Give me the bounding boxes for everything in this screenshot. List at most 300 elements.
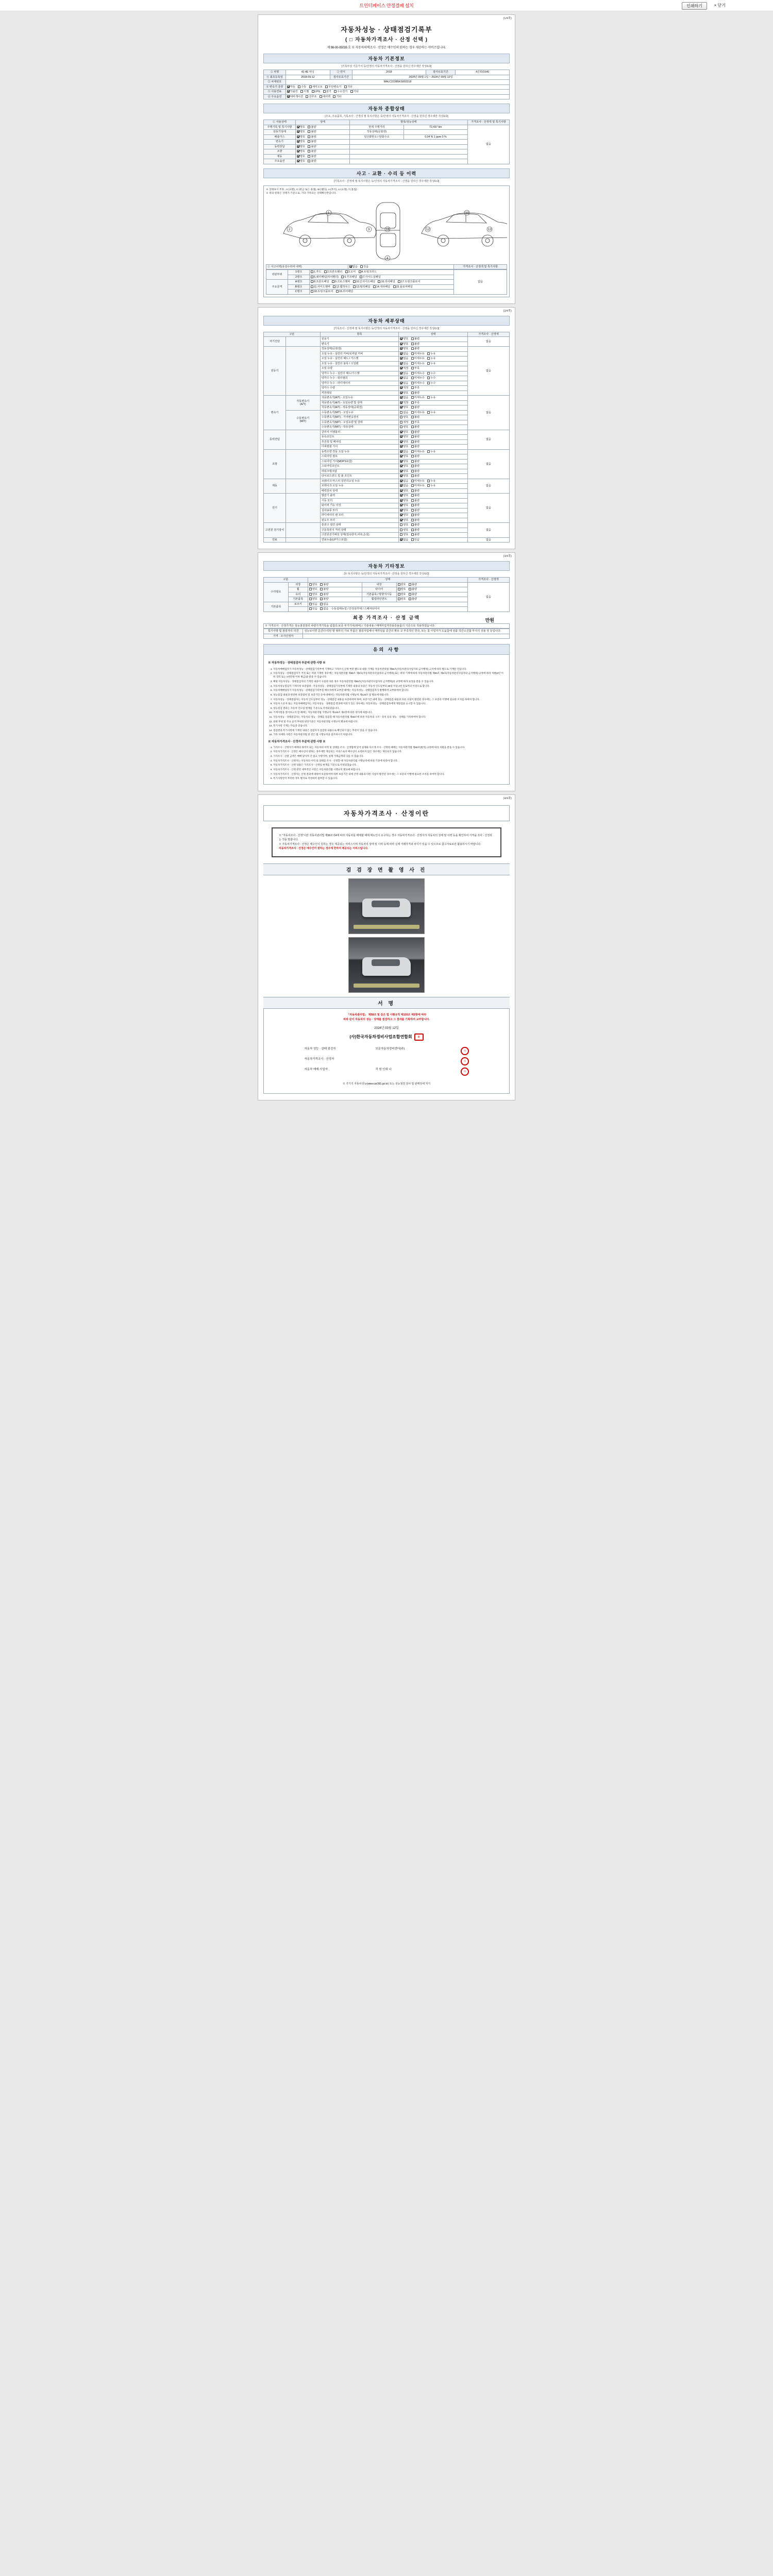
row-label-7: 주요옵션 xyxy=(264,159,296,164)
signature-body xyxy=(263,1009,510,1094)
detail-item-2-4: 수동변속기(M/T) - 기어변속장치 xyxy=(320,415,399,420)
etc-opts2-0[interactable]: 양호 불량 xyxy=(396,582,467,587)
caution-perf-list xyxy=(273,667,505,737)
detail-opts-1-8[interactable]: 적정 부족 xyxy=(399,386,468,391)
price-notice-line1: ※ "자동차조사 · 산정"이란 자동차관리법 제58조의4에 따라 자동차를 매매할 때에 매도인이 요구하는 경우 자동차가격조사 · 산정자가 자동차의 상태 및 이력 등을 확인하여 가격을 조사 · 산정하는 것을 말합니다. xyxy=(279,834,493,842)
detail-item-1-2: 오일 누유 - 실린더 헤드 / 가스켓 xyxy=(320,357,399,362)
etc-opts2-3[interactable]: 양호 불량 xyxy=(396,597,467,602)
special-note-value: 성능보이면 중간/수리된 발 형부의 가보 부품은 점검사업체나 매각임을 중간의 확유 교 부족적인 한국, 또는 첨 사업자가 도움참에 상품 작간소진합 부사의 상용 상 등입니다. xyxy=(303,629,510,634)
detail-item-1-1: 오일 누유 - 실린더 커버/로커암 커버 xyxy=(320,351,399,357)
detail-item-6-4: 라디에이터 팬 모터 xyxy=(320,513,399,518)
detail-opts-5-0[interactable]: 없음 미세누유 누유 xyxy=(399,479,468,484)
table-row xyxy=(264,337,510,342)
list-item: 2. 자동차가격조사 · 산정은 매수인이 원하는 경우에만 제공되는 서비스로서 매수인이 요청하지 않은 경우에는 제공되지 않습니다. xyxy=(273,750,505,753)
detail-group-8: 연료 xyxy=(264,537,286,543)
svg-text:12: 12 xyxy=(426,228,430,231)
detail-opts-0-0[interactable]: 양호 불량 xyxy=(399,337,468,342)
value-inspection-type: 4간희/1540 xyxy=(456,70,510,75)
etc-item-2: 유리 xyxy=(288,592,308,597)
table-header-row xyxy=(264,332,510,337)
detail-item-4-1: 스티어링 펌프 xyxy=(320,454,399,460)
detail-opts-2-5[interactable]: 적정 부족 xyxy=(399,420,468,425)
print-button[interactable]: 인쇄하기 xyxy=(682,2,707,10)
list-item: 15. 기타 자세한 사항은 자동차관리법 및 같은 법 시행규칙을 참조하시기 바랍니다. xyxy=(273,733,505,736)
detail-item-7-1: 구동축전지 격리 상태 xyxy=(320,528,399,533)
detail-opts-5-1[interactable]: 없음 미세누유 누유 xyxy=(399,484,468,489)
detail-opts-3-3[interactable]: 양호 불량 xyxy=(399,445,468,450)
detail-item-3-1: 등속죠인트 xyxy=(320,435,399,440)
detail-item-5-2: 배력장치 상태 xyxy=(320,488,399,494)
row-label-2: 배출가스 xyxy=(264,134,296,140)
car-diagram-area xyxy=(266,197,507,263)
detail-opts-3-2[interactable]: 양호 불량 xyxy=(399,439,468,445)
overall-note-cell: 없음 xyxy=(467,125,509,164)
checkbox-transmission-3[interactable]: 무단변속기 xyxy=(325,86,341,89)
diagram-legend-2: ※ 위의 항목은 상태가 기준으로, 기타 기록되는 상태확인란입니다. xyxy=(266,192,337,195)
parts-items-2: 8.프론트패널 9.크로스멤버 10.인사이드패널 16.리어패널 17.트렁크플로어 xyxy=(310,280,454,285)
col-detail-state: 상태 xyxy=(399,332,468,337)
label-options: ⑫ 주요옵션 xyxy=(264,94,286,99)
row-value-5 xyxy=(349,149,467,155)
label-transmission: ⑧ 변속기 종류 xyxy=(264,84,286,90)
detail-item-7-0: 충전구 절연 상태 xyxy=(320,523,399,528)
page-number-2: (2/4쪽) xyxy=(503,309,512,313)
detail-opts-4-1[interactable]: 양호 불량 xyxy=(399,454,468,460)
signature-company: (사)한국자동차정비사업조합연합회 印 xyxy=(269,1033,504,1041)
label-inspection-valid-2: 검사유효기간 xyxy=(330,75,352,80)
detail-item-3-3: 디퍼렌셜 기어 xyxy=(320,445,399,450)
sheet-page-3 xyxy=(258,552,515,791)
accident-summary-label: ① 사고이력(유상수리비 내역) xyxy=(266,264,348,269)
seal-icon-1: 印 xyxy=(461,1057,468,1065)
detail-opts-2-3[interactable]: 없음 미세누유 누유 xyxy=(399,410,468,415)
detail-opts-4-4[interactable]: 양호 불량 xyxy=(399,469,468,474)
detail-opts-0-1[interactable]: 양호 불량 xyxy=(399,342,468,347)
final-price-table xyxy=(263,623,510,629)
detail-item-4-3: 스티어링조인트 xyxy=(320,464,399,469)
inspection-photo-1 xyxy=(348,878,425,934)
label-car-name: ① 차명 xyxy=(264,70,286,75)
value-inspection-valid: 2024년 09월 1일 ~ 2024년 09월 12일 xyxy=(352,75,509,80)
detail-subgroup-2a: 자동변속기 (A/T) xyxy=(285,396,320,411)
detail-note-7: 없음 xyxy=(467,523,509,538)
table-row xyxy=(264,90,510,95)
label-vin: ⑤ 차대번호 xyxy=(264,80,286,85)
detail-opts-4-2[interactable]: 양호 불량 xyxy=(399,459,468,464)
detail-opts-6-2[interactable]: 양호 불량 xyxy=(399,503,468,509)
row-opts-1[interactable]: 양호 불량 xyxy=(296,130,350,135)
detail-opts-2-0[interactable]: 없음 미세누유 누유 xyxy=(399,396,468,401)
detail-opts-7-2[interactable]: 양호 불량 xyxy=(399,533,468,538)
detail-opts-1-9[interactable]: 양호 불량 xyxy=(399,391,468,396)
parts-group-0: 외판부위 xyxy=(266,270,288,280)
detail-note-6: 없음 xyxy=(467,494,509,523)
car-diagram-svg xyxy=(266,197,507,263)
etc-opts-0[interactable]: 양호 불량 xyxy=(308,582,362,587)
col-usage: ① 사용상태 xyxy=(264,120,296,125)
table-header-row xyxy=(264,120,510,125)
detail-opts-2-1[interactable]: 적정 부족 xyxy=(399,400,468,405)
list-item: 14. 점검결과 특기사항에 기재된 내용은 점검자가 점검한 내용으로 확인되지 않는 부분이 있을 수 있습니다. xyxy=(273,728,505,732)
detail-item-6-3: 실내송풍 모터 xyxy=(320,508,399,513)
detail-opts-1-6[interactable]: 없음 미세누수 누수 xyxy=(399,376,468,381)
row-opts-5[interactable]: 양호 불량 xyxy=(296,149,350,155)
detail-opts-1-1[interactable]: 없음 미세누유 누유 xyxy=(399,351,468,357)
detail-opts-1-5[interactable]: 없음 미세누수 누수 xyxy=(399,371,468,376)
parts-items-4: 18.트렁크플로어 19.리어패널 xyxy=(310,290,454,295)
row-opts-0[interactable]: 양호 불량 xyxy=(296,125,350,130)
detail-opts-7-0[interactable]: 양호 불량 xyxy=(399,523,468,528)
list-item: 11. 자동차성능 · 상태점검자는 자동차의 성능 · 상태를 점검할 때 자동차관리법 제58조에 따른 자동차의 구조 · 장치 등의 성능 · 상태를 기록하여야 합니다. xyxy=(273,715,505,719)
checkbox-fuel-3[interactable]: 전기 xyxy=(323,90,331,94)
table-row xyxy=(264,494,510,499)
sig-label-2: 자동차 매매 사업자 xyxy=(304,1067,328,1071)
detail-item-1-3: 오일 누유 - 실린더 블록 / 오일팬 xyxy=(320,361,399,366)
page-subtitle: ( □ 자동차가격조사 · 산정 선택 ) xyxy=(345,37,428,43)
list-item: 8. 특기사항란이 부족한 경우 별지로 작성하여 첨부할 수 있습니다. xyxy=(273,776,505,780)
row-opts-2[interactable]: 양호 불량 xyxy=(296,134,350,140)
detail-opts-4-5[interactable]: 양호 불량 xyxy=(399,474,468,479)
company-stamp-icon: 印 xyxy=(414,1033,424,1041)
detail-item-5-1: 브레이크 오일 누유 xyxy=(320,484,399,489)
checkbox-transmission-0[interactable]: 자동 xyxy=(287,86,295,89)
etc-item-0: 외장 xyxy=(288,582,308,587)
detail-opts-1-0[interactable]: 양호 불량 xyxy=(399,347,468,352)
parts-items-3: 11.사이드멤버 12.휠하우스 13.필러패널 14.대쉬패널 15.플로어패널 xyxy=(310,284,454,290)
detail-item-1-7: 냉각수 누수 - 라디에이터 xyxy=(320,381,399,386)
detail-opts-3-1[interactable]: 양호 불량 xyxy=(399,435,468,440)
detail-item-3-2: 추진축 및 베어링 xyxy=(320,439,399,445)
value-options[interactable] xyxy=(285,94,509,99)
seal-icon-0: 印 xyxy=(461,1047,468,1055)
table-row xyxy=(264,125,510,130)
table-row xyxy=(264,75,510,80)
checkbox-transmission-1[interactable]: 수동 xyxy=(298,86,306,89)
row-right-0: 현재 주행거리 xyxy=(349,125,404,130)
etc-opts2-1[interactable]: 양호 불량 xyxy=(396,587,467,592)
list-item: 7. 자동차성능 · 상태점검자는 자동차 인도일부터 성능 · 상태점검 내용을 보증하여야 하며, 보증기간 내에 성능 · 상태점검 내용과 다른 사실이 발견된 경우에는 그 보증의 이행에 필요한 조치를 하여야 합니다. xyxy=(273,698,505,701)
detail-subgroup-7 xyxy=(285,523,320,538)
list-item: 5. 자동차가격조사 · 산정 내용은 가격조사 · 산정일 현재를 기준으로 작성되었습니다. xyxy=(273,763,505,767)
table-row xyxy=(264,479,510,484)
accident-summary-opts[interactable]: 없음 있음 xyxy=(348,264,453,269)
detail-subgroup-6 xyxy=(285,494,320,523)
seal-icon-2: 印 xyxy=(461,1067,468,1076)
basic-info-table xyxy=(263,70,510,99)
close-button[interactable]: × 닫기 xyxy=(714,3,726,8)
list-item: 4. 자동차성능점검자 기재사항 보증범위 : 자동차성능 · 상태점검기록부에 기재된 내용의 보증은 자동차 인도일부터 30일 이상 2천 킬로미터 이상으로 합니다. xyxy=(273,684,505,688)
section-detail-note: [기록조사 · 산정에 필 똑지사항은 등/산정의 자동차가격조사 · 산정을 원하신 경우에만 작성/LO] xyxy=(333,327,440,330)
caution-price-list xyxy=(273,745,505,780)
parts-group-2: 주요골격 xyxy=(266,280,288,295)
table-row xyxy=(264,634,510,639)
page-wrapper xyxy=(0,0,773,1100)
detail-item-4-4: 파워크랭크암 xyxy=(320,469,399,474)
detail-note-4: 없음 xyxy=(467,449,509,479)
detail-item-6-2: 와이퍼 기능 이상 xyxy=(320,503,399,509)
row-label-1: 원동기상태 xyxy=(264,130,296,135)
etc-opts-4[interactable]: 있음 없음 xyxy=(308,602,467,607)
detail-opts-2-2[interactable]: 양호 불량 xyxy=(399,405,468,411)
value-fuel[interactable] xyxy=(285,90,509,95)
detail-subgroup-4 xyxy=(285,449,320,479)
table-row xyxy=(266,270,507,275)
table-row xyxy=(264,80,510,85)
svg-text:1: 1 xyxy=(328,211,330,215)
row-opts-6[interactable]: 양호 불량 xyxy=(296,154,350,159)
parts-items-0: 1.후드 2.프론트휀더 3.도어 4.트렁크리드 xyxy=(310,270,454,275)
detail-item-1-9: 커먼레일 xyxy=(320,391,399,396)
row-value-1 xyxy=(404,130,467,135)
section-accident-note: [기록조사 · 산정에 필 똑지사항은 등/산정의 자동차가격조사 · 산정을 원하신 경우에만 작성/LO] xyxy=(333,179,440,183)
checkbox-transmission-2[interactable]: 세미오토 xyxy=(309,86,323,89)
signature-title: 서 명 xyxy=(263,997,510,1009)
row-label-4: 동력전달 xyxy=(264,144,296,149)
detail-item-6-1: 시동 모터 xyxy=(320,498,399,503)
special-note-label: 특기사항 및 점검자의 의견 xyxy=(264,629,303,634)
col-detail-item: 항목 xyxy=(320,332,399,337)
row-right-1: 작동상태(공회전) xyxy=(349,130,404,135)
detail-group-3: 동력전달 xyxy=(264,430,286,449)
inspection-photo-2 xyxy=(348,937,425,993)
final-price-note: ※ 가격조사 · 산정가격은 성능점검장의 차량가격기록을 냄칩다.보증 부가가치(대비) / 기술내용 / 매매사업자전용중용품의 기준으로 적용하였습니다. xyxy=(264,623,510,629)
row-opts-3[interactable]: 양호 불량 xyxy=(296,140,350,145)
list-item: 9. 성능점검 결과는 자동차 인도일 현재를 기준으로 작성되었습니다. xyxy=(273,706,505,710)
section-basic-title: 자동차 기본정보 xyxy=(263,54,510,63)
checkbox-option-0[interactable]: 내비게이션 xyxy=(287,95,303,99)
detail-opts-2-4[interactable]: 양호 불량 xyxy=(399,415,468,420)
section-accident-title: 사고 · 교환 · 수리 등 이력 xyxy=(263,168,510,178)
list-item: 3. 가격조사 · 산정 금액은 매매 당사자 간 참고 사항이며, 실제 거래금액과 다를 수 있습니다. xyxy=(273,754,505,758)
detail-opts-3-0[interactable]: 양호 불량 xyxy=(399,430,468,435)
detail-opts-6-3[interactable]: 양호 불량 xyxy=(399,508,468,513)
etc-opts-2[interactable]: 양호 불량 xyxy=(308,592,362,597)
detail-subgroup-8 xyxy=(285,537,320,543)
topbar-notice: 트인터페이스 안정결패 설치 xyxy=(359,3,414,8)
accident-note-value: 없음 xyxy=(454,270,507,295)
table-row xyxy=(264,582,510,587)
col-price-note: 가격조사 · 산정액 및 특기사항 xyxy=(467,120,509,125)
detail-group-1: 원동기 xyxy=(264,347,286,396)
etc-item-3: 기본품목 xyxy=(288,597,308,602)
detail-opts-6-1[interactable]: 양호 불량 xyxy=(399,498,468,503)
checkbox-fuel-4[interactable]: 수소전기 xyxy=(334,90,347,94)
detail-opts-1-3[interactable]: 없음 미세누유 누유 xyxy=(399,361,468,366)
row-value-6 xyxy=(349,154,467,159)
checkbox-option-3[interactable]: 기타 xyxy=(333,95,341,99)
list-item: 3. 해당 자동차성능 · 상태점검자의 기재된 내용이 사실과 다른 경우 자동차관리법 제58조(자동차관리사업자의 금지행위)의 규정에 따라 보상을 받을 수 있습니다. xyxy=(273,680,505,683)
table-row xyxy=(264,449,510,454)
svg-text:3: 3 xyxy=(368,228,370,231)
detail-state-table xyxy=(263,332,510,543)
detail-subgroup-5 xyxy=(285,479,320,494)
detail-group-0: 자기진단 xyxy=(264,337,286,347)
detail-item-2-2: 자동변속기(A/T) - 작동상태(공회전) xyxy=(320,405,399,411)
detail-item-2-5: 수동변속기(M/T) - 오일유량 및 상태 xyxy=(320,420,399,425)
etc-item-4: 보조키 xyxy=(288,602,308,607)
label-first-reg: ④ 최초등록일 xyxy=(264,75,286,80)
table-row xyxy=(264,70,510,75)
table-row xyxy=(264,94,510,99)
sig-value-2: 직 원 인대 나 xyxy=(375,1067,392,1071)
table-row xyxy=(264,629,510,634)
parts-rank-3: B랭크 xyxy=(288,284,310,290)
signature-line1: 「자동차관리법」 제58조 및 같은 법 시행규칙 제120조 제1항에 따라 xyxy=(346,1013,427,1016)
sheet-page-1 xyxy=(258,14,515,304)
row-opts-7[interactable]: 양호 불량 xyxy=(296,159,350,164)
row-label-6: 제동 xyxy=(264,154,296,159)
detail-item-2-6: 수동변속기(M/T) - 작동상태 xyxy=(320,425,399,430)
list-item: 12. 외판 부위 및 주요 골격 부위의 판단기준은 자동차관리법 시행규칙 별표에 따릅니다. xyxy=(273,720,505,723)
detail-opts-6-0[interactable]: 양호 불량 xyxy=(399,494,468,499)
section-detail-title: 자동차 세부상태 xyxy=(263,316,510,326)
row-value-2: 0.04 % 1 ppm 0 % xyxy=(404,134,467,140)
row-value-3 xyxy=(349,140,467,145)
detail-group-4: 조향 xyxy=(264,449,286,479)
section-basic-note: [기록부상 기준가치 등/산정의 자동차가격조사 · 산정을 원하신 경우에만 작성/LO] xyxy=(341,65,432,68)
value-vin: MALC223B5KS003318 xyxy=(285,80,509,85)
checkbox-option-1[interactable]: 선루프 xyxy=(306,95,316,99)
signature-footer: ※ 가기기 자동차성능(www.car365.go.kr) 또는 성능점검 검사 및 판매원에 처기 xyxy=(342,1082,431,1086)
list-item: 1. 자동차매매업자가 자동차성능 · 상태점검기록부에 기재하고 가격조사 산정 부분 별도의 내용 기재를 자동차관리법 제58조(자동차관리사업자의 금지행위) 고지에 따라 별도로 기재된 것입니다. xyxy=(273,667,505,671)
etc-note: 없음 xyxy=(467,582,509,612)
etc-col-item: 상태 xyxy=(308,578,467,583)
page-number-3: (3/4쪽) xyxy=(503,555,512,558)
checkbox-fuel-5[interactable]: 기타 xyxy=(350,90,359,94)
etc-opts-1[interactable]: 양호 불량 xyxy=(308,587,362,592)
svg-text:13: 13 xyxy=(488,228,492,231)
list-item: 7. 자동차가격조사 · 산정자는 산정 결과에 대하여 보증하여야 하며 보증기간 내에 산정 내용과 다른 사실이 발견된 경우에는 그 보증의 이행에 필요한 조치를 하여야 합니다. xyxy=(273,772,505,776)
detail-opts-5-2[interactable]: 양호 불량 xyxy=(399,488,468,494)
list-item: 1. 가격조사 · 산정자가 매매의 목적이 되는 자동차의 이력 및 상태를 조사 · 산정함에 있어 실제와 다르게 조사 · 산정한 때에는 자동차관리법 제80조(벌칙) 규정에 따라 처벌을 받을 수 있습니다. xyxy=(273,745,505,749)
etc-item2-2: 기본품목 / 방향지시등 xyxy=(362,592,396,597)
table-row xyxy=(264,84,510,90)
etc-opts2-2[interactable]: 양호 불량 xyxy=(396,592,467,597)
detail-note-3: 없음 xyxy=(467,430,509,449)
detail-item-1-6: 냉각수 누수 - 워터펌프 xyxy=(320,376,399,381)
row-label-3: 변속기 xyxy=(264,140,296,145)
detail-group-6: 전기 xyxy=(264,494,286,523)
etc-item2-3: 휠얼라인먼트 xyxy=(362,597,396,602)
checkbox-fuel-0[interactable]: 가솔린 xyxy=(287,90,298,94)
detail-opts-4-0[interactable]: 없음 미세누유 누유 xyxy=(399,449,468,454)
detail-item-3-0: 클러치 어셈블리 xyxy=(320,430,399,435)
checkbox-fuel-1[interactable]: 디젤 xyxy=(300,90,309,94)
detail-opts-1-4[interactable]: 적정 부족 xyxy=(399,366,468,371)
browser-topbar xyxy=(0,0,773,11)
etc-item2-5: 수동설매뉴얼 / 안전삼각대 / 스페어타이어 xyxy=(331,607,380,611)
detail-opts-6-4[interactable]: 양호 불량 xyxy=(399,513,468,518)
etc-opts-5[interactable]: 있음 없음 수동설매뉴얼 / 안전삼각대 / 스페어타이어 xyxy=(308,607,467,612)
detail-subgroup-1 xyxy=(285,347,320,396)
detail-item-4-0: 동력조향 작동 오일 누유 xyxy=(320,449,399,454)
price-notice-highlight: 자동차가격조사 · 산정은 매수인이 원하는 경우에 한하여 제공되는 서비스입니다. xyxy=(279,847,368,851)
page-number-1: (1/4쪽) xyxy=(503,17,512,20)
etc-info-table xyxy=(263,577,510,612)
section-overall-note: [주요, 주요품목, 기록조사 · 산정의 필 똑지사항은 등/산정의 자동차가격조사 · 산정을 원하신 경우에만 작성/LO] xyxy=(325,115,448,118)
sheet-page-2 xyxy=(258,307,515,550)
etc-group-repair: 수리필요 xyxy=(264,582,289,602)
checkbox-transmission-4[interactable]: 기타 xyxy=(344,86,352,89)
final-price-amount: 만원 xyxy=(485,617,494,623)
detail-item-2-0: 자동변속기(A/T) - 오일누유 xyxy=(320,396,399,401)
detail-opts-1-7[interactable]: 없음 미세누수 누수 xyxy=(399,381,468,386)
detail-item-1-0: 작동상태(공회전) xyxy=(320,347,399,352)
special-note-table xyxy=(263,629,510,639)
accident-summary-table xyxy=(266,264,507,270)
detail-opts-6-5[interactable]: 양호 불량 xyxy=(399,518,468,523)
signature-row xyxy=(304,1066,468,1077)
checkbox-fuel-2[interactable]: LPG xyxy=(312,90,320,94)
list-item: 6. 성능점검 내용과 관련한 보증범위 및 보증기간 등에 대해서는 자동차관리법 시행규칙 제120조 및 별표에 따릅니다. xyxy=(273,693,505,697)
detail-opts-1-2[interactable]: 없음 미세누유 누유 xyxy=(399,357,468,362)
detail-opts-2-6[interactable]: 양호 불량 xyxy=(399,425,468,430)
label-year: ② 연식 xyxy=(330,70,352,75)
caution-price-title: ※ 자동차가격조사 · 산정자 부분에 관한 사항 ※ xyxy=(268,740,326,743)
list-item: 8. 자동차 소유자 또는 자동차매매업자는 자동차성능 · 상태점검 결과에 이의가 있는 경우에는 자동차성능 · 상태점검자에게 재점검을 요구할 수 있습니다. xyxy=(273,702,505,705)
detail-item-4-2: 스티어링 기어(MDPS포함) xyxy=(320,459,399,464)
row-label-5: 조향 xyxy=(264,149,296,155)
caution-perf-title: ※ 자동차성능 · 상태점검자 부분에 관한 사항 ※ xyxy=(268,662,326,665)
table-row xyxy=(264,523,510,528)
col-detail-group: 구분 xyxy=(264,332,321,337)
detail-item-6-0: 발전기 출력 xyxy=(320,494,399,499)
etc-col-price: 가격조사 · 산정액 xyxy=(467,578,509,583)
detail-subgroup-2b: 수동변속기 (M/T) xyxy=(285,410,320,430)
parts-rank-0: 1랭크 xyxy=(288,270,310,275)
col-state: 상태 xyxy=(296,120,350,125)
detail-group-5: 제동 xyxy=(264,479,286,494)
value-transmission[interactable] xyxy=(285,84,509,90)
list-item: 5. 자동차매매업자가 자동차성능 · 상태점검기록부를 매수자에게 교부할 때에는 자동차성능 · 상태점검자가 발행하여 교부하여야 합니다. xyxy=(273,688,505,692)
detail-note-1: 없음 xyxy=(467,347,509,396)
etc-opts-3[interactable]: 양호 불량 xyxy=(308,597,362,602)
detail-item-2-1: 자동변속기(A/T) - 오일유량 및 상태 xyxy=(320,400,399,405)
diagram-legend-1: ※ 상태표시 부호 : X (교환), C (판금 또는 용접), W (웰딩), A (부식), U (요철), T (흠집) xyxy=(266,188,357,191)
caution-body xyxy=(263,655,510,784)
row-opts-4[interactable]: 양호 불량 xyxy=(296,144,350,149)
list-item: 6. 자동차가격조사 · 산정 관련 세부적인 사항은 자동차관리법 시행규칙 별표에 따릅니다. xyxy=(273,768,505,771)
detail-opts-4-3[interactable]: 양호 불량 xyxy=(399,464,468,469)
evaluator-label: 가격 · 조사산정자 xyxy=(264,634,303,639)
accident-diagram-box xyxy=(263,185,510,297)
parts-items-1: 5.쿼터패널(리어휀더) 6.루프패널 7.사이드실패널 xyxy=(310,275,454,280)
value-car-name: 42 4E 덕닝 xyxy=(285,70,330,75)
detail-item-4-5: 타이로드엔드 및 볼 조인트 xyxy=(320,474,399,479)
page-number-4: (4/4쪽) xyxy=(503,796,512,800)
detail-item-1-4: 오일 유량 xyxy=(320,366,399,371)
overall-state-table xyxy=(263,120,510,164)
col-detail-price: 가격조사 · 산정액 xyxy=(467,332,509,337)
list-item: 10. 기재사항을 알아보고자 할 때에는 자동차관리법 시행규칙 제120조 제1항에 따른 양식에 따릅니다. xyxy=(273,710,505,714)
detail-note-0: 없음 xyxy=(467,337,509,347)
detail-note-2: 없음 xyxy=(467,396,509,430)
row-right-2: 일산화탄소 / 탄화수소 xyxy=(349,134,404,140)
sig-label-0: 자동차 성능 · 상태 점검자 xyxy=(304,1047,336,1050)
sheet-page-4 xyxy=(258,794,515,1100)
sig-value-1 xyxy=(375,1057,459,1065)
svg-text:2: 2 xyxy=(289,228,291,231)
signature-row xyxy=(304,1056,468,1066)
detail-group-2: 변속기 xyxy=(264,396,286,430)
detail-opts-8-0[interactable]: 없음 있음 xyxy=(399,537,468,543)
detail-item-6-5: 윈도우 모터 xyxy=(320,518,399,523)
signature-date: 2024년 03월 12일 xyxy=(374,1027,399,1030)
price-notice-body xyxy=(272,827,501,857)
detail-opts-7-1[interactable]: 양호 불량 xyxy=(399,528,468,533)
checkbox-option-2[interactable]: 에어백 xyxy=(320,95,330,99)
list-item: 13. 특기사항 기재는 다음과 같습니다. xyxy=(273,724,505,727)
